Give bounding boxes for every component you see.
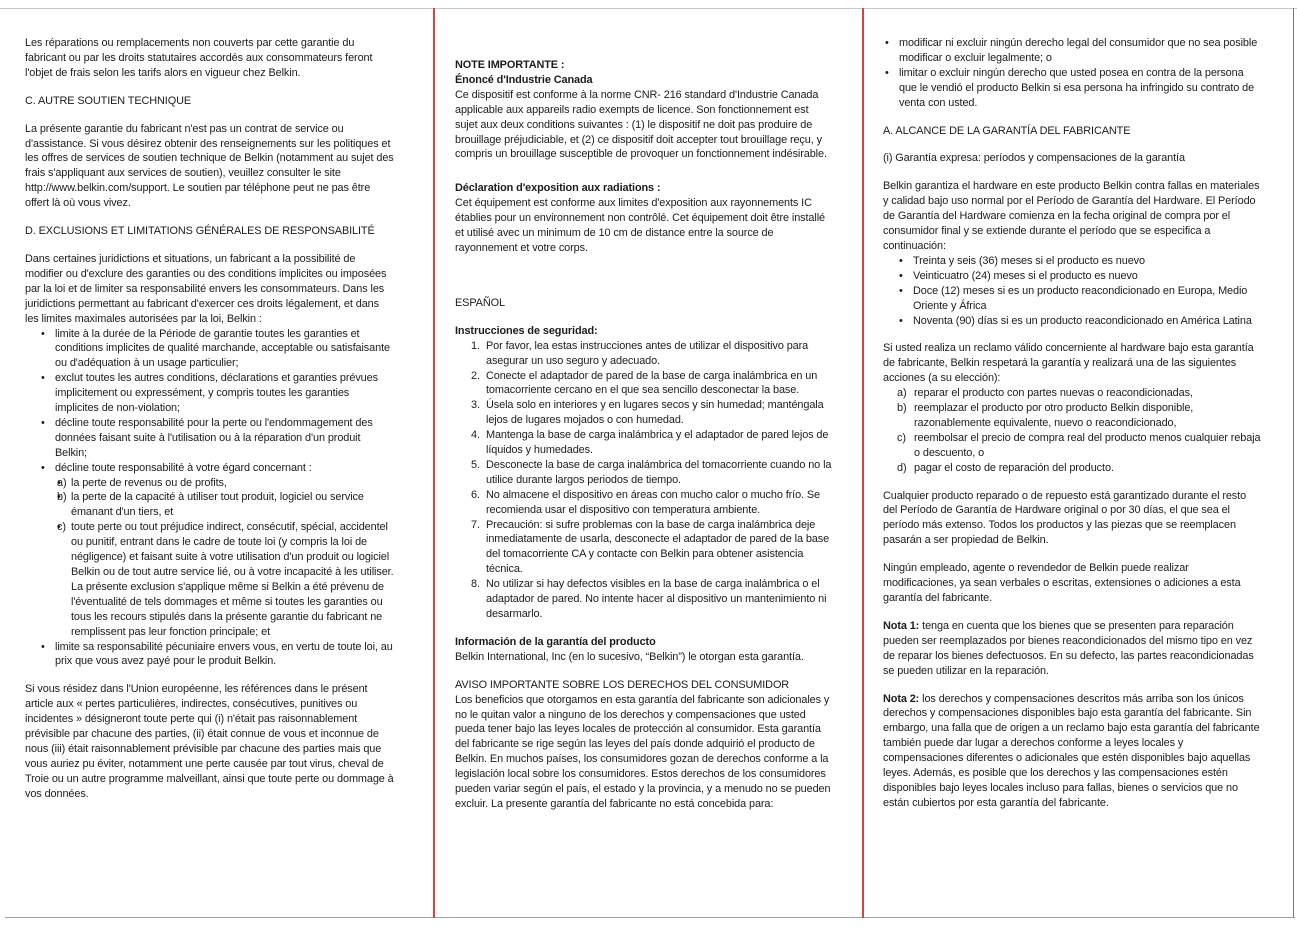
list-item: 8. No utilizar si hay defectos visibles en la base de carga inalámbrica o el adaptador de pared. No intente hacer al dispositivo un mantenimiento ni desarmarlo. bbox=[471, 578, 827, 620]
list-item bbox=[41, 461, 395, 640]
sublist-item: • c) toute perte ou tout préjudice indirect, consécutif, spécial, accidentel ou punitif, entrant dans le cadre de toute loi (y compris la loi de négligence) et faisant suite à votre utilisation d'un produit ou logiciel Belkin ou de tout autre service lié, ou à votre incapacité à les utiliser. La présente exclusion s'applique même si Belkin a été prévenu de l'éventualité de tels dommages et même si toutes les garanties ou tous les recours stipulés dans la présente garantie du fabricant ne remplissent pas leur fonction principale; et bbox=[57, 520, 395, 639]
exclusions-list bbox=[25, 327, 395, 670]
list-item: • limite sa responsabilité pécuniaire envers vous, en vertu de toute loi, au prix que vous avez payé pour le produit Belkin. bbox=[41, 640, 395, 670]
column-divider-2 bbox=[862, 8, 864, 918]
actions-list bbox=[883, 386, 1263, 475]
heading-espanol: ESPAÑOL bbox=[455, 296, 505, 309]
ic-text: Ce dispositif est conforme à la norme CNR- 216 standard d'Industrie Canada applicable aux appareils radio exempts de licence. Son fonctionnement est sujet aux deux conditions suivantes : (1) le dispositif ne doit pas produire de brouillage préjudiciable, et (2) ce dispositif doit accepter tout brouillage reçu, y compris un brouillage susceptible de provoquer un fonctionnement indésirable. bbox=[455, 88, 827, 161]
list-item: b) reemplazar el producto por otro producto Belkin disponible, razonablemente equivalente, nuevo o reacondicionado, bbox=[897, 402, 1194, 429]
column-french bbox=[25, 36, 395, 802]
bottom-rule bbox=[5, 917, 1295, 918]
list-item: c) reembolsar el precio de compra real del producto menos cualquier rebaja o descuento, o bbox=[897, 431, 1261, 459]
periods-list bbox=[883, 254, 1263, 329]
rights-list bbox=[883, 36, 1263, 111]
list-item-text: décline toute responsabilité à votre égard concernant : bbox=[55, 461, 312, 474]
list-item: a) reparar el producto con partes nuevas o reacondicionadas, bbox=[897, 387, 1193, 400]
paragraph-eu: Si vous résidez dans l'Union européenne, les références dans le présent article aux « pertes particulières, indirectes, consécutives, punitives ou incidentes » désigneront toute perte qui (i) n'était pas raisonnablement prévisible par chacune des parties, (ii) était connue de vous et inconnue de nous (iii) était raisonnablement prévisible par chacune des parties mais que vous auriez pu éviter, notamment une perte causée par tout virus, cheval de Troie ou un autre programme malveillant, ainsi que toute perte ou dommage à vos données. bbox=[25, 683, 394, 800]
list-item: 3. Úsela solo en interiores y en lugares secos y sin humedad; manténgala lejos de lugares mojados o con humedad. bbox=[471, 399, 824, 427]
paragraph-jurisdictions: Dans certaines juridictions et situations, un fabricant a la possibilité de modifier ou d'exclure des garanties ou des conditions implicites ou imposées par la loi et de limiter sa responsabilité envers les consommateurs. Dans les juridictions permettant au fabricant d'exercer ces droits légalement, et dans les limites maximales autorisées par la loi, Belkin : bbox=[25, 252, 387, 325]
list-item: 2. Conecte el adaptador de pared de la base de carga inalámbrica en un tomacorriente cercano en el que sea sencillo desconectar la base. bbox=[471, 369, 818, 397]
column-middle bbox=[455, 58, 833, 812]
ic-title: Énoncé d'Industrie Canada bbox=[455, 73, 593, 86]
list-item: • exclut toutes les autres conditions, déclarations et garanties prévues implicitement ou expressément, y compris toutes les garanties implicites de non-violation; bbox=[41, 371, 395, 416]
heading-a: A. ALCANCE DE LA GARANTÍA DEL FABRICANTE bbox=[883, 124, 1131, 137]
consumer-rights-title: AVISO IMPORTANTE SOBRE LOS DERECHOS DEL CONSUMIDOR bbox=[455, 678, 790, 691]
list-item: 7. Precaución: si sufre problemas con la base de carga inalámbrica deje inmediatamente de usarla, desconecte el adaptador de pared de la base del tomacorriente CA y contacte con Belkin para obtener asistencia técnica. bbox=[471, 518, 830, 576]
note-2 bbox=[883, 692, 1263, 811]
consumer-rights-text: Los beneficios que otorgamos en esta garantía del fabricante son adicionales y no le quitan valor a ninguno de los derechos y compensaciones que usted pueda tener bajo las leyes locales de protección al consumidor. Esta garantía del fabricante se rige según las leyes del país donde adquirió el producto de Belkin. En muchos países, los consumidores gozan de derechos conforme a la legislación local sobre los consumidores. Estos derechos de los consumidores pueden variar según el país, el estado y la provincia, y a menudo no se pueden excluir. La presente garantía del fabricante no está concebida para: bbox=[455, 693, 831, 810]
note-2-text: los derechos y compensaciones descritos más arriba son los únicos derechos y compensaciones disponibles bajo esta garantía del fabricante. Sin embargo, una falla que de origen a un reclamo bajo esta garantía del fabricante también puede dar lugar a derechos conforme a leyes locales y compensaciones diferentes o adicionales que estén disponibles bajo aquellas leyes. Además, es posible que los derechos y las compensaciones estén disponibles bajo leyes locales incluso para fallas, bienes o servicios que no están cubiertos por esta garantía del fabricante. bbox=[883, 692, 1260, 809]
safety-title: Instrucciones de seguridad: bbox=[455, 324, 598, 337]
column-divider-1 bbox=[433, 8, 435, 918]
list-item: • limite à la durée de la Période de garantie toutes les garanties et conditions implicites de qualité marchande, acceptable ou satisfaisante ou d'adéquation à un usage particulier; bbox=[41, 327, 395, 372]
heading-i: (i) Garantía expresa: períodos y compensaciones de la garantía bbox=[883, 152, 1185, 165]
note-1-label: Nota 1: bbox=[883, 619, 920, 632]
list-item: • Doce (12) meses si es un producto reacondicionado en Europa, Medio Oriente y África bbox=[899, 284, 1263, 314]
heading-c: C. AUTRE SOUTIEN TECHNIQUE bbox=[25, 94, 192, 107]
note-1 bbox=[883, 619, 1263, 679]
radiation-title: Déclaration d'exposition aux radiations : bbox=[455, 182, 661, 195]
paragraph-repaired: Cualquier producto reparado o de repuesto está garantizado durante el resto del Período de Garantía de Hardware original o por 30 días, el que sea el período más extenso. Todos los productos y las piezas que se reemplacen pasarán a ser propiedad de Belkin. bbox=[883, 489, 1247, 547]
note-title: NOTE IMPORTANTE : bbox=[455, 59, 565, 71]
paragraph-claim: Si usted realiza un reclamo válido concerniente al hardware bajo esta garantía de fabricante, Belkin respetará la garantía y realizará una de las siguientes acciones (a su elección): bbox=[883, 342, 1254, 385]
top-rule bbox=[0, 8, 1297, 9]
paragraph-repairs: Les réparations ou remplacements non couverts par cette garantie du fabricant ou par les droits statutaires accordés aux consommateurs feront l'objet de frais selon les tarifs alors en vigueur chez Belkin. bbox=[25, 37, 373, 79]
paragraph-support: La présente garantie du fabricant n'est pas un contrat de service ou d'assistance. Si vous désirez obtenir des renseignements sur les politiques et les offres de services de soutien technique de Belkin (notamment au sujet des frais s'appliquant aux services de soutien), veuillez consulter le site http://www.belkin.com/support. Le soutien par téléphone peut ne pas être offert là où vous vivez. bbox=[25, 122, 394, 210]
list-item: • Veinticuatro (24) meses si el producto es nuevo bbox=[899, 269, 1263, 284]
list-item: • limitar o excluir ningún derecho que usted posea en contra de la persona que le vendió el producto Belkin si esa persona ha infringido su contrato de venta con usted. bbox=[883, 66, 1263, 111]
list-item: 6. No almacene el dispositivo en áreas con mucho calor o mucho frío. Se recomienda usar el dispositivo con temperatura ambiente. bbox=[471, 488, 821, 516]
heading-d: D. EXCLUSIONS ET LIMITATIONS GÉNÉRALES DE RESPONSABILITÉ bbox=[25, 225, 375, 238]
liability-sublist bbox=[55, 476, 395, 640]
warranty-info-text: Belkin International, Inc (en lo sucesivo, “Belkin”) le otorgan esta garantía. bbox=[455, 650, 804, 663]
sublist-item: • b) la perte de la capacité à utiliser tout produit, logiciel ou service émanant d'un tiers, et bbox=[57, 490, 395, 520]
list-item: • Noventa (90) días si es un producto reacondicionado en América Latina bbox=[899, 314, 1263, 329]
page-edge bbox=[1293, 8, 1294, 918]
list-item: 4. Mantenga la base de carga inalámbrica y el adaptador de pared lejos de líquidos y humedades. bbox=[471, 429, 829, 457]
list-item: • décline toute responsabilité pour la perte ou l'endommagement des données faisant suite à l'utilisation ou à la réparation d'un produit Belkin; bbox=[41, 416, 395, 461]
note-1-text: tenga en cuenta que los bienes que se presenten para reparación pueden ser reemplazados por bienes reacondicionados del mismo tipo en vez de reparar los bienes defectuosos. En su defecto, las partes reacondicionadas se pueden utilizar en la reparación. bbox=[883, 619, 1254, 677]
list-item: • Treinta y seis (36) meses si el producto es nuevo bbox=[899, 254, 1263, 269]
list-item: • modificar ni excluir ningún derecho legal del consumidor que no sea posible modificar o excluir legalmente; o bbox=[883, 36, 1263, 66]
note-2-label: Nota 2: bbox=[883, 692, 920, 705]
list-item: 1. Por favor, lea estas instrucciones antes de utilizar el dispositivo para asegurar un uso seguro y adecuado. bbox=[471, 339, 809, 367]
radiation-text: Cet équipement est conforme aux limites d'exposition aux rayonnements IC établies pour un environnement non contrôlé. Cet équipement doit être installé et utilisé avec un minimum de 10 cm de distance entre la source de rayonnement et votre corps. bbox=[455, 197, 825, 254]
sublist-item: • a) la perte de revenus ou de profits, bbox=[57, 476, 395, 491]
warranty-info-title: Información de la garantía del producto bbox=[455, 635, 656, 648]
paragraph-employees: Ningún empleado, agente o revendedor de Belkin puede realizar modificaciones, ya sean verbales o escritas, extensiones o adiciones a esta garantía del fabricante. bbox=[883, 562, 1241, 604]
list-item: d) pagar el costo de reparación del producto. bbox=[897, 461, 1114, 474]
safety-list bbox=[455, 339, 833, 622]
list-item: 5. Desconecte la base de carga inalámbrica del tomacorriente cuando no la utilice durante largos periodos de tiempo. bbox=[471, 458, 832, 486]
column-spanish-warranty bbox=[883, 36, 1263, 811]
paragraph-hardware: Belkin garantiza el hardware en este producto Belkin contra fallas en materiales y calidad bajo uso normal por el Período de Garantía del Hardware. El Período de Garantía del Hardware comienza en la fecha original de compra por el consumidor final y se extiende durante el período que se especifica a continuación: bbox=[883, 180, 1260, 252]
